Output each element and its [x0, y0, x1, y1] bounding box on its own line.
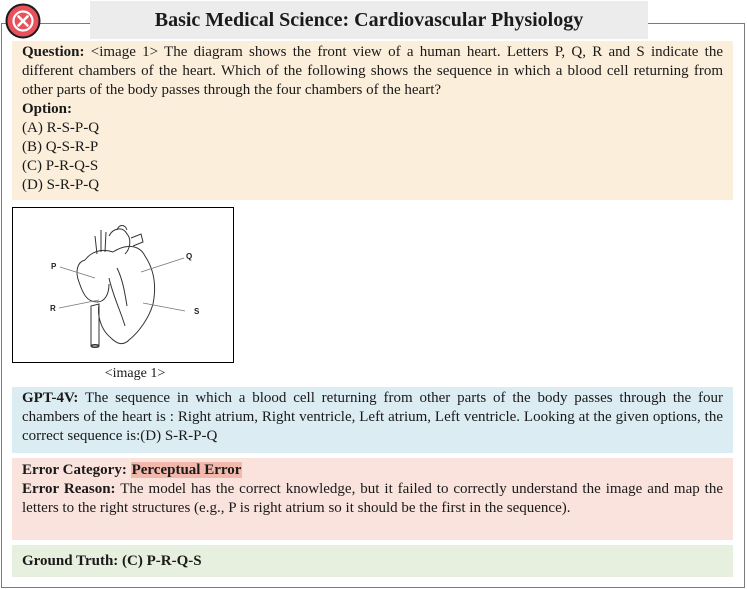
- error-reason-body: [22, 480, 723, 518]
- gpt-answer-text: The sequence in which a blood cell returning from other parts of the body passes through the four chambers of the heart is : Right atrium, Right ventricle, Left atrium, Left ventricle. Looking at the given options, the correct sequence is:(D) S-R-P-Q: [22, 390, 723, 444]
- error-category-line: [22, 461, 723, 480]
- title-text: Basic Medical Science: Cardiovascular Physiology: [154, 8, 584, 31]
- label-s: S: [194, 307, 200, 316]
- heart-drawing: [13, 208, 232, 361]
- page-title: [90, 1, 648, 39]
- error-category-badge: Perceptual Error: [131, 462, 242, 478]
- option-d: (D) S-R-P-Q: [22, 177, 100, 193]
- error-panel: [12, 458, 733, 540]
- question-label: Question:: [22, 44, 85, 60]
- option-c: (C) P-R-Q-S: [22, 158, 99, 174]
- label-r: R: [50, 304, 56, 313]
- image-caption: <image 1>: [104, 366, 166, 381]
- option-heading: Option:: [22, 101, 73, 117]
- ground-truth-panel: [12, 545, 733, 577]
- option-a: (A) R-S-P-Q: [22, 120, 100, 136]
- gpt-label: GPT-4V:: [22, 390, 79, 406]
- error-reason-label: Error Reason:: [22, 481, 116, 497]
- error-x-icon: [5, 3, 41, 39]
- option-b: (B) Q-S-R-P: [22, 139, 99, 155]
- question-body: [22, 43, 723, 100]
- label-p: P: [51, 262, 57, 271]
- error-category-label: Error Category:: [22, 462, 127, 478]
- gpt-answer-panel: [12, 387, 733, 453]
- question-panel: [12, 41, 733, 200]
- ground-truth-label: Ground Truth:: [22, 552, 119, 569]
- error-reason-text: The model has the correct knowledge, but it failed to correctly understand the image and map the letters to the right structures (e.g., P is right atrium so it should be the first in the sequence).: [22, 481, 724, 516]
- ground-truth-value: (C) P-R-Q-S: [122, 552, 202, 569]
- question-text: <image 1> The diagram shows the front view of a human heart. Letters P, Q, R and S indicate the different chambers of the heart. Which of the following shows the sequence in which a blood cell returning from other parts of the body passes through the four chambers of the heart?: [22, 44, 723, 98]
- label-q: Q: [186, 252, 193, 261]
- heart-diagram: [12, 207, 234, 363]
